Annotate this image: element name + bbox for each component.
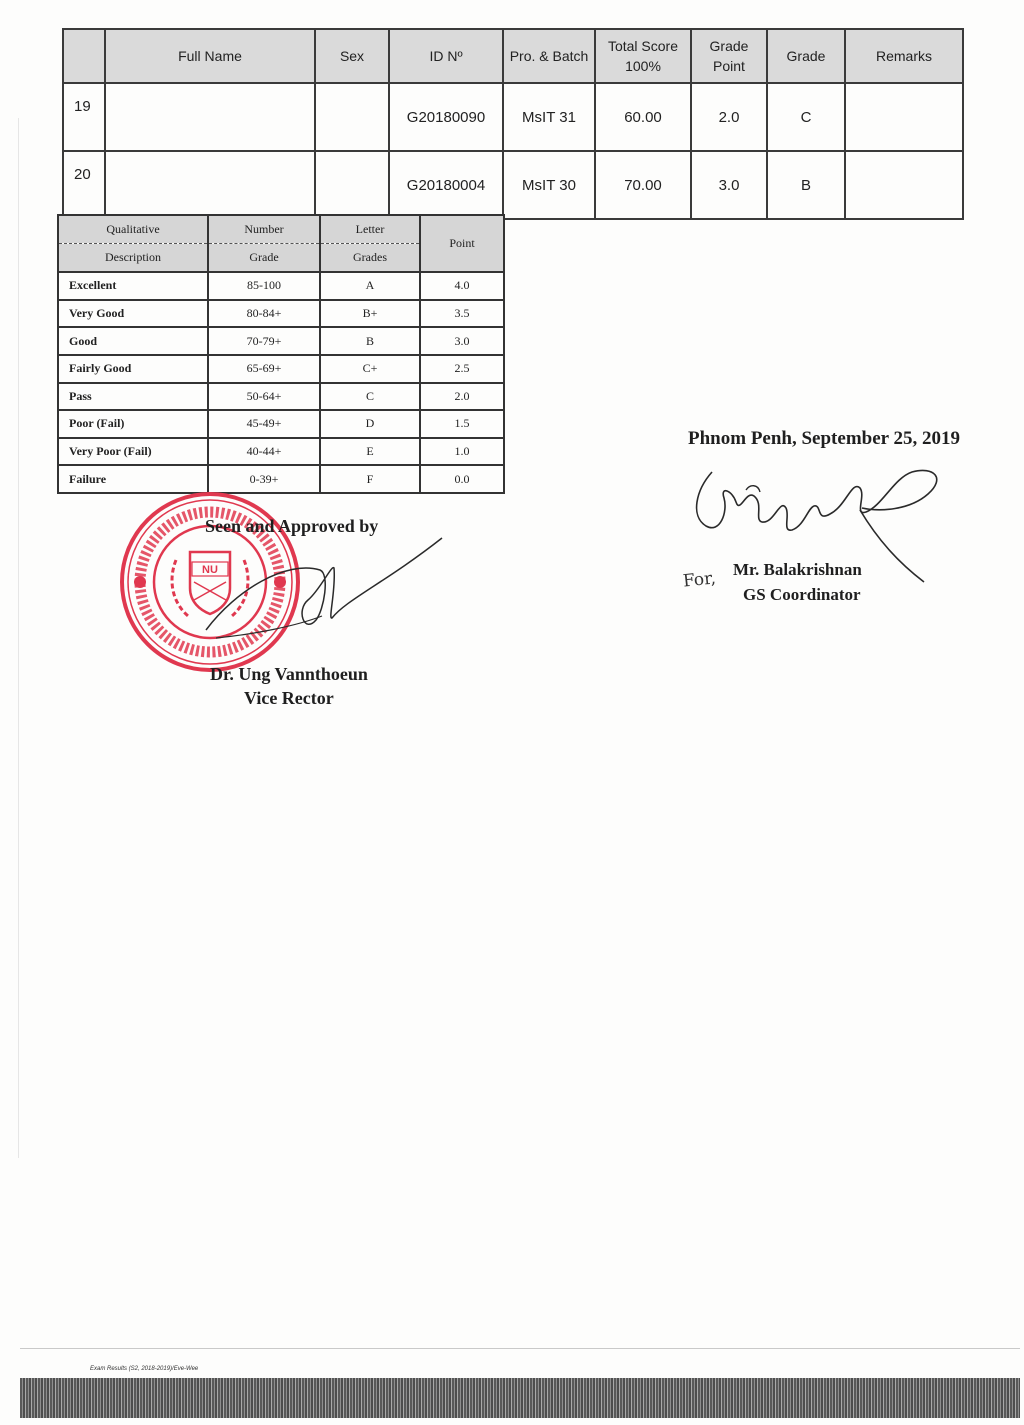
- vice-rector-name: Dr. Ung Vannthoeun: [210, 664, 368, 684]
- row-remarks: [845, 151, 963, 219]
- row-grade: B: [767, 151, 845, 219]
- header-grade-point: [691, 29, 767, 83]
- row-full-name: [105, 151, 315, 219]
- scale-header-num-l1: Number: [208, 215, 320, 244]
- footer-divider: [20, 1348, 1020, 1349]
- scale-number: 80-84+: [208, 300, 320, 328]
- scale-number: 40-44+: [208, 438, 320, 466]
- scale-desc: Pass: [58, 383, 208, 411]
- coordinator-title: GS Coordinator: [743, 585, 861, 604]
- row-sex: [315, 151, 389, 219]
- row-program: MsIT 31: [503, 83, 595, 151]
- grading-scale-table: [57, 214, 505, 494]
- scale-letter: E: [320, 438, 420, 466]
- scale-point: 0.0: [420, 465, 504, 493]
- header-total-score-l1: Total Score: [607, 38, 679, 54]
- seal-emblem-text: NU: [202, 564, 218, 576]
- table-row: [63, 83, 963, 151]
- row-remarks: [845, 83, 963, 151]
- scale-point: 1.5: [420, 410, 504, 438]
- scale-header-row-top: [58, 215, 504, 244]
- scale-desc: Poor (Fail): [58, 410, 208, 438]
- header-sex: Sex: [315, 29, 389, 83]
- scan-edge-bar: [20, 1378, 1020, 1418]
- scale-number: 50-64+: [208, 383, 320, 411]
- scale-letter: B: [320, 327, 420, 355]
- scale-letter: C: [320, 383, 420, 411]
- scale-desc: Good: [58, 327, 208, 355]
- row-id: G20180090: [389, 83, 503, 151]
- scale-letter: C+: [320, 355, 420, 383]
- approved-label: Seen and Approved by: [205, 516, 379, 536]
- scale-row: [58, 410, 504, 438]
- row-grade-point: 3.0: [691, 151, 767, 219]
- scale-header-letter-l1: Letter: [320, 215, 420, 244]
- scale-header-qual-l2: Description: [58, 244, 208, 273]
- row-program: MsIT 30: [503, 151, 595, 219]
- scale-header-num-l2: Grade: [208, 244, 320, 273]
- header-grade: Grade: [767, 29, 845, 83]
- page-edge: [18, 118, 19, 1158]
- scale-row: [58, 327, 504, 355]
- row-id: G20180004: [389, 151, 503, 219]
- scale-row: [58, 355, 504, 383]
- scale-letter: D: [320, 410, 420, 438]
- scale-row: [58, 465, 504, 493]
- row-grade: C: [767, 83, 845, 151]
- scale-row: [58, 438, 504, 466]
- footer-note: Exam Results (S2, 2018-2019)/Eve-Wee: [90, 1366, 199, 1372]
- header-full-name: Full Name: [105, 29, 315, 83]
- scale-point: 2.5: [420, 355, 504, 383]
- header-total-score-l2: 100%: [625, 58, 661, 74]
- for-note: For,: [682, 568, 717, 592]
- scale-number: 65-69+: [208, 355, 320, 383]
- scale-row: [58, 383, 504, 411]
- scale-letter: A: [320, 272, 420, 300]
- scale-number: 0-39+: [208, 465, 320, 493]
- scale-number: 70-79+: [208, 327, 320, 355]
- scale-point: 3.5: [420, 300, 504, 328]
- row-sex: [315, 83, 389, 151]
- header-grade-point-l1: Grade: [709, 38, 749, 54]
- row-grade-point: 2.0: [691, 83, 767, 151]
- vice-rector-title: Vice Rector: [244, 688, 334, 708]
- scale-point: 3.0: [420, 327, 504, 355]
- header-grade-point-l2: Point: [713, 58, 745, 74]
- scale-number: 85-100: [208, 272, 320, 300]
- coordinator-name: Mr. Balakrishnan: [733, 560, 862, 579]
- row-full-name: [105, 83, 315, 151]
- header-id: ID Nº: [389, 29, 503, 83]
- scale-desc: Fairly Good: [58, 355, 208, 383]
- table-row: [63, 151, 963, 219]
- row-num: 19: [63, 83, 105, 151]
- row-num: 20: [63, 151, 105, 219]
- row-total-score: 70.00: [595, 151, 691, 219]
- scale-header-letter-l2: Grades: [320, 244, 420, 273]
- vice-rector-signature: [196, 530, 446, 650]
- scale-point: 2.0: [420, 383, 504, 411]
- scale-letter: F: [320, 465, 420, 493]
- date-line: Phnom Penh, September 25, 2019: [688, 428, 960, 449]
- header-num: [63, 29, 105, 83]
- scale-header-qual-l1: Qualitative: [58, 215, 208, 244]
- scale-number: 45-49+: [208, 410, 320, 438]
- scale-point: 4.0: [420, 272, 504, 300]
- scale-desc: Excellent: [58, 272, 208, 300]
- scale-desc: Very Poor (Fail): [58, 438, 208, 466]
- scale-letter: B+: [320, 300, 420, 328]
- scale-header-point: Point: [420, 215, 504, 272]
- scale-desc: Failure: [58, 465, 208, 493]
- scale-row: [58, 300, 504, 328]
- scale-desc: Very Good: [58, 300, 208, 328]
- header-remarks: Remarks: [845, 29, 963, 83]
- row-total-score: 60.00: [595, 83, 691, 151]
- results-header-row: [63, 29, 963, 83]
- header-total-score: [595, 29, 691, 83]
- header-program: Pro. & Batch: [503, 29, 595, 83]
- results-table: [62, 28, 964, 220]
- scale-row: [58, 272, 504, 300]
- scale-point: 1.0: [420, 438, 504, 466]
